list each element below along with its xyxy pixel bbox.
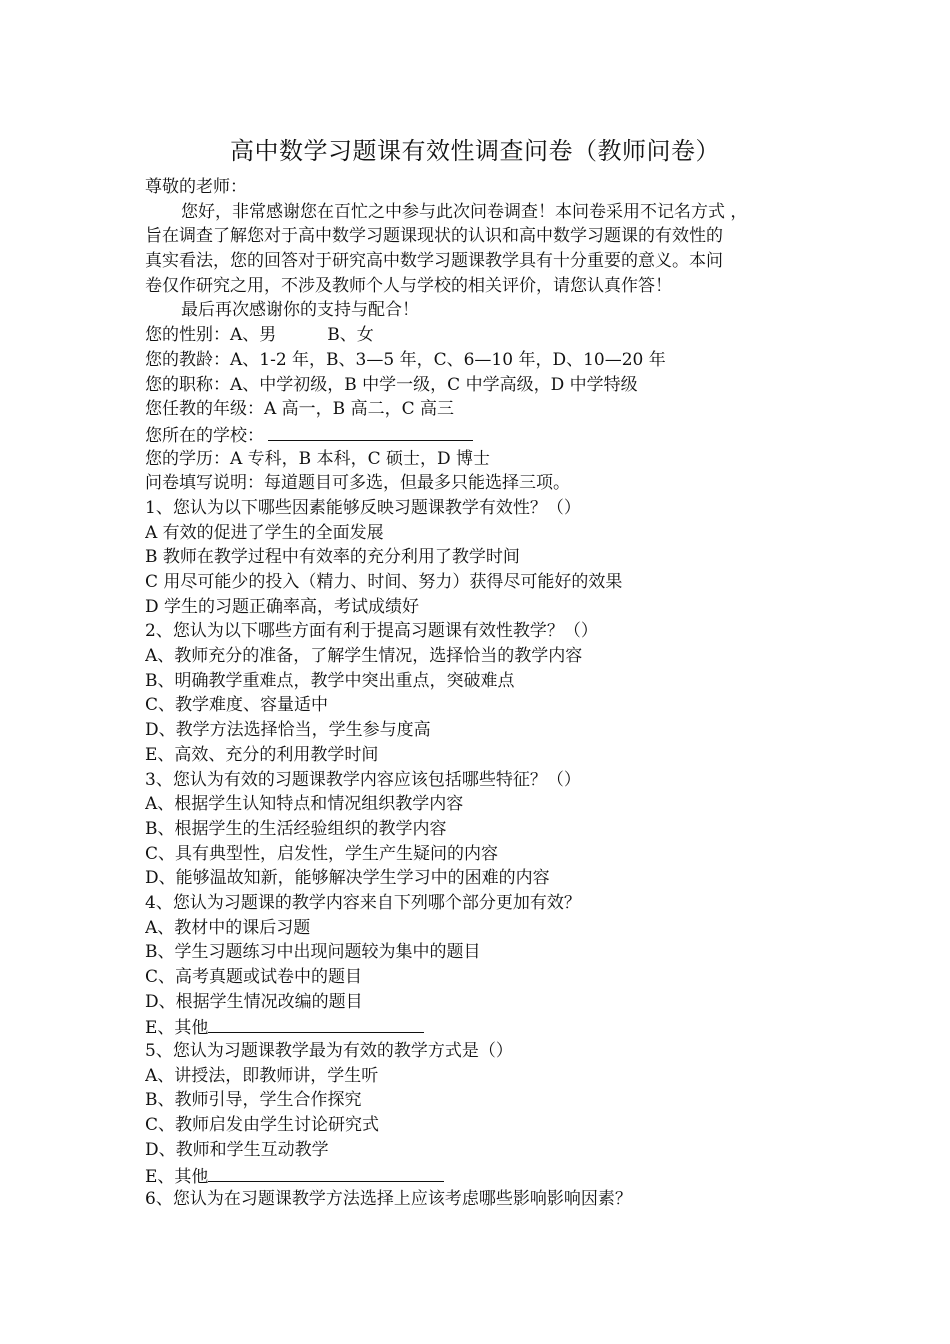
q2-option-a: A、教师充分的准备，了解学生情况，选择恰当的教学内容 (145, 646, 583, 667)
school-blank[interactable] (268, 422, 473, 441)
q4-other-blank[interactable] (208, 1014, 424, 1033)
intro-line: 卷仅作研究之用，不涉及教师个人与学校的相关评价，请您认真作答！ (145, 275, 672, 296)
q5-other-label: E、其他 (145, 1166, 209, 1187)
q4-option-d: D、根据学生情况改编的题目 (145, 991, 363, 1012)
q5-option-a: A、讲授法，即教师讲，学生听 (145, 1065, 379, 1086)
q4-option-c: C、高考真题或试卷中的题目 (145, 967, 363, 987)
q5-option-c: C、教师启发由学生讨论研究式 (145, 1115, 380, 1136)
greeting: 尊敬的老师： (145, 177, 247, 197)
q4-option-a: A、教材中的课后习题 (145, 917, 311, 938)
question-5: 5、您认为习题课教学最为有效的教学方式是（） (145, 1041, 513, 1062)
q4-option-b: B、学生习题练习中出现问题较为集中的题目 (145, 942, 481, 963)
q2-option-c: C、教学难度、容量适中 (145, 695, 329, 716)
school-question (145, 422, 825, 447)
school-label: 您所在的学校： (145, 425, 264, 446)
question-3: 3、您认为有效的习题课教学内容应该包括哪些特征？（） (145, 769, 581, 790)
page-title: 高中数学习题课有效性调查问卷（教师问卷） (230, 137, 720, 165)
q4-other-label: E、其他 (145, 1018, 209, 1039)
q2-option-d: D、教学方法选择恰当，学生参与度高 (145, 720, 431, 741)
question-2: 2、您认为以下哪些方面有利于提高习题课有效性教学？（） (145, 621, 598, 642)
q1-option-c: C 用尽可能少的投入（精力、时间、努力）获得尽可能好的效果 (145, 572, 623, 592)
q1-option-d: D 学生的习题正确率高，考试成绩好 (145, 596, 420, 617)
q5-option-e (145, 1163, 825, 1188)
question-6: 6、您认为在习题课教学方法选择上应该考虑哪些影响影响因素？ (145, 1189, 632, 1210)
q3-option-b: B、根据学生的生活经验组织的教学内容 (145, 818, 447, 839)
question-4: 4、您认为习题课的教学内容来自下列哪个部分更加有效？ (145, 892, 581, 913)
title-rank-question: 您的职称：A、中学初级，B 中学一级，C 中学高级，D 中学特级 (145, 374, 638, 395)
teaching-years-question: 您的教龄：A、1-2 年，B、3—5 年，C、6—10 年，D、10—20 年 (145, 349, 666, 370)
intro-line: 您好，非常感谢您在百忙之中参与此次问卷调查！本问卷采用不记名方式 ， (181, 201, 748, 222)
q3-option-d: D、能够温故知新，能够解决学生学习中的困难的内容 (145, 868, 550, 889)
intro-line: 真实看法，您的回答对于研究高中数学习题课教学具有十分重要的意义。本问 (145, 251, 723, 272)
grade-question: 您任教的年级：A 高一，B 高二，C 高三 (145, 399, 454, 420)
gender-question: 您的性别：A、男 B、女 (145, 325, 374, 346)
q5-option-b: B、教师引导，学生合作探究 (145, 1090, 362, 1111)
q2-option-e: E、高效、充分的利用教学时间 (145, 744, 379, 765)
q1-option-b: B 教师在教学过程中有效率的充分利用了教学时间 (145, 547, 520, 568)
q4-option-e (145, 1014, 825, 1039)
q5-other-blank[interactable] (208, 1163, 444, 1182)
questionnaire-body (145, 175, 825, 1212)
q5-option-d: D、教师和学生互动教学 (145, 1139, 329, 1160)
instructions-line: 问卷填写说明：每道题目可多选，但最多只能选择三项。 (145, 473, 570, 494)
q2-option-b: B、明确教学重难点，教学中突出重点，突破难点 (145, 670, 515, 691)
q3-option-a: A、根据学生认知特点和情况组织教学内容 (145, 794, 464, 815)
q1-option-a: A 有效的促进了学生的全面发展 (145, 522, 384, 543)
q3-option-c: C、具有典型性，启发性，学生产生疑问的内容 (145, 843, 499, 864)
intro-line: 旨在调查了解您对于高中数学习题课现状的认识和高中数学习题课的有效性的 (145, 226, 723, 247)
education-question: 您的学历：A 专科，B 本科，C 硕士，D 博士 (145, 448, 491, 469)
question-1: 1、您认为以下哪些因素能够反映习题课教学有效性？（） (145, 497, 581, 518)
thanks-line: 最后再次感谢你的支持与配合！ (181, 300, 419, 321)
